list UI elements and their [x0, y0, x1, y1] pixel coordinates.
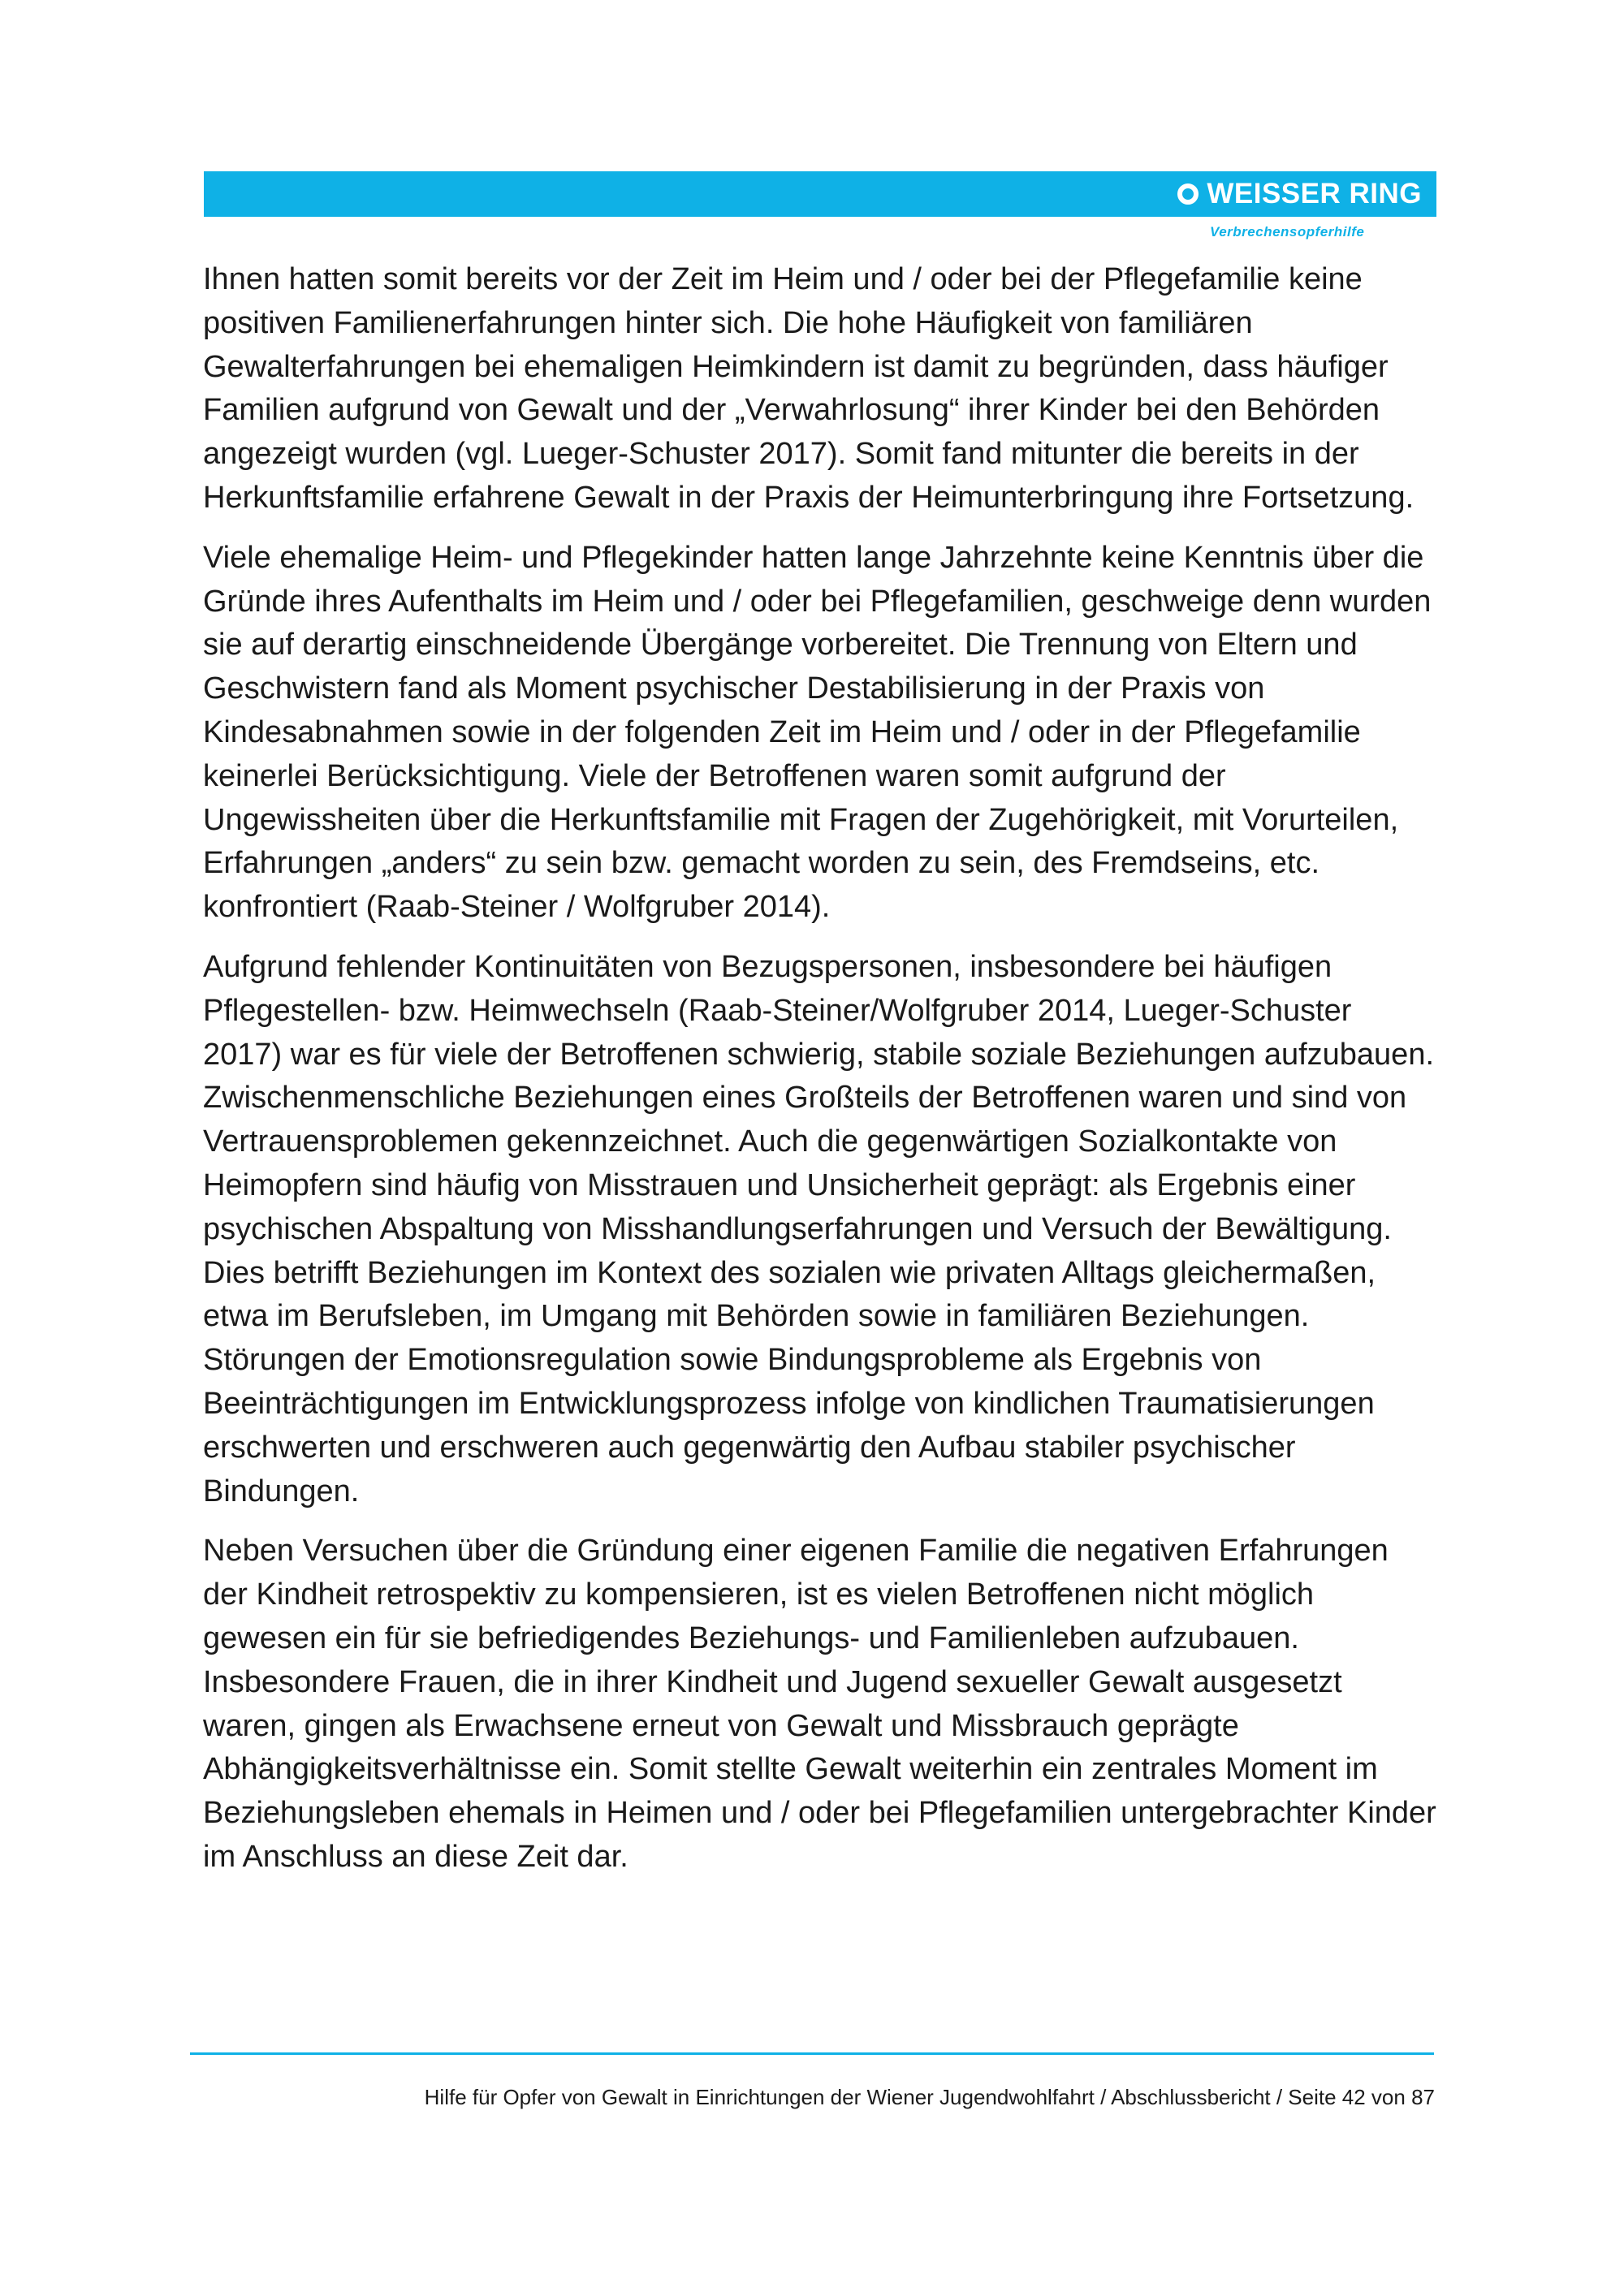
- paragraph: Aufgrund fehlender Kontinuitäten von Bezugspersonen, insbesondere bei häufigen Pflegestellen- bzw. Heimwechseln (Raab-Steiner/Wolfgruber 2014, Lueger-Schuster 2017) war es für viele der Betroffenen schwierig, stabile soziale Beziehungen aufzubauen. Zwischenmenschliche Beziehungen eines Großteils der Betroffenen waren und sind von Vertrauensproblemen gekennzeichnet. Auch die gegenwärtigen Sozialkontakte von Heimopfern sind häufig von Misstrauen und Unsicherheit geprägt: als Ergebnis einer psychischen Abspaltung von Misshandlungserfahrungen und Versuch der Bewältigung. Dies betrifft Beziehungen im Kontext des sozialen wie privaten Alltags gleichermaßen, etwa im Berufsleben, im Umgang mit Behörden sowie in familiären Beziehungen. Störungen der Emotionsregulation sowie Bindungsprobleme als Ergebnis von Beeinträchtigungen im Entwicklungsprozess infolge von kindlichen Traumatisierungen erschwerten und erschweren auch gegenwärtig den Aufbau stabiler psychischer Bindungen.: [203, 949, 1435, 1508]
- header-bar: [204, 171, 1436, 217]
- brand-tagline: Verbrechensopferhilfe: [1210, 224, 1365, 240]
- ring-icon: [1177, 183, 1199, 205]
- brand-name: WEISSER RING: [1207, 178, 1422, 209]
- paragraph: Neben Versuchen über die Gründung einer eigenen Familie die negativen Erfahrungen der Kindheit retrospektiv zu kompensieren, ist es vielen Betroffenen nicht möglich gewesen ein für sie befriedigendes Beziehungs- und Familienleben aufzubauen. Insbesondere Frauen, die in ihrer Kindheit und Jugend sexueller Gewalt ausgesetzt waren, gingen als Erwachsene erneut von Gewalt und Missbrauch geprägte Abhängigkeitsverhältnisse ein. Somit stellte Gewalt weiterhin ein zentrales Moment im Beziehungsleben ehemals in Heimen und / oder bei Pflegefamilien untergebrachter Kinder im Anschluss an diese Zeit dar.: [203, 1534, 1436, 1874]
- page-footer: Hilfe für Opfer von Gewalt in Einrichtungen der Wiener Jugendwohlfahrt / Abschlussbericht / Seite 42 von 87: [424, 2085, 1435, 2109]
- footer-divider: [190, 2052, 1434, 2055]
- brand-logo: [1177, 176, 1422, 212]
- paragraph: Viele ehemalige Heim- und Pflegekinder hatten lange Jahrzehnte keine Kenntnis über die Gründe ihres Aufenthalts im Heim und / oder bei Pflegefamilien, geschweige denn wurden sie auf derartig einschneidende Übergänge vorbereitet. Die Trennung von Eltern und Geschwistern fand als Moment psychischer Destabilisierung in der Praxis von Kindesabnahmen sowie in der folgenden Zeit im Heim und / oder in der Pflegefamilie keinerlei Berücksichtigung. Viele der Betroffenen waren somit aufgrund der Ungewissheiten über die Herkunftsfamilie mit Fragen der Zugehörigkeit, mit Vorurteilen, Erfahrungen „anders“ zu sein bzw. gemacht worden zu sein, des Fremdseins, etc. konfrontiert (Raab-Steiner / Wolfgruber 2014).: [203, 540, 1432, 925]
- paragraph: Ihnen hatten somit bereits vor der Zeit im Heim und / oder bei der Pflegefamilie keine positiven Familienerfahrungen hinter sich. Die hohe Häufigkeit von familiären Gewalterfahrungen bei ehemaligen Heimkindern ist damit zu begründen, dass häufiger Familien aufgrund von Gewalt und der „Verwahrlosung“ ihrer Kinder bei den Behörden angezeigt wurden (vgl. Lueger-Schuster 2017). Somit fand mitunter die bereits in der Herkunftsfamilie erfahrene Gewalt in der Praxis der Heimunterbringung ihre Fortsetzung.: [203, 262, 1415, 515]
- document-body: [203, 258, 1437, 1896]
